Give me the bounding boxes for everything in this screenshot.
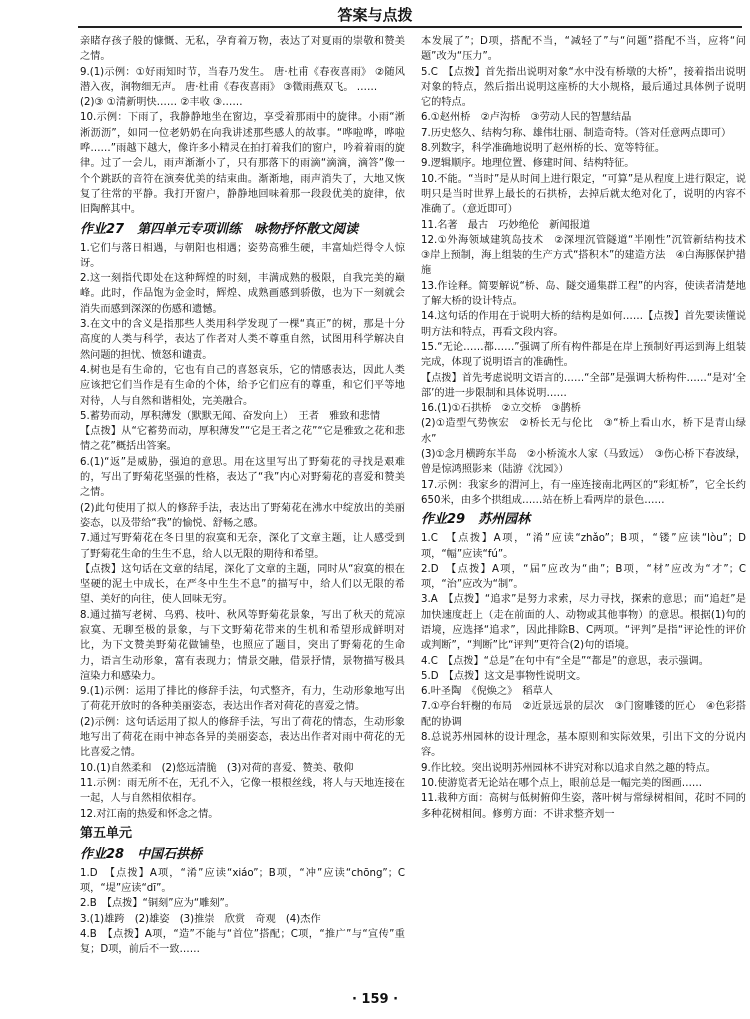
answer-paragraph: 9.作比较。突出说明苏州园林不讲究对称以追求自然之趣的特点。 bbox=[421, 762, 716, 774]
answer-paragraph: 8.列数字，科学准确地说明了赵州桥的长、宽等特征。 bbox=[421, 143, 666, 155]
answer-paragraph: 1.D 【点拨】A项，“淆”应读“xiáo”；B项，“冲”应读“chōng”；C项，“堤”应读“dī”。 bbox=[80, 867, 405, 895]
unit-heading: 第五单元 bbox=[80, 825, 133, 841]
answer-paragraph: 15.“无论……都……”强调了所有构件都是在岸上预制好再运到海上组装完成，体现了说明语言的准确性。 bbox=[421, 341, 746, 369]
answer-paragraph: 本发展了”；D项，搭配不当，“减轻了”与“问题”搭配不当，应将“问题”改为“压力”。 bbox=[421, 36, 746, 63]
answer-paragraph: 4.树也是有生命的，它也有自己的喜怒哀乐，它的情感表达，因此人类应该把它们当作是有生命的个体，给予它们应有的尊重，和它们平等地对待，人与自然和谐相处，完美融合。 bbox=[80, 364, 405, 407]
section-heading: 作业28 中国石拱桥 bbox=[80, 846, 203, 862]
answer-paragraph: 9.(1)示例：①好雨知时节，当春乃发生。 唐·杜甫《春夜喜雨》 ②随风潜入夜，润物细无声。 唐·杜甫《春夜喜雨》 ③微雨燕双飞。 …… bbox=[80, 66, 405, 93]
answer-paragraph: 8.通过描写老树、乌鸦、枝叶、秋风等野菊花景象，写出了秋天的荒凉寂寞、无聊至极的景象，与下文野菊花带来的生机和希望形成鲜明对比，为下文赞美野菊花做铺垫，也照应了题目，突出了野菊花的生命力，语言生动形象，富有表现力；情景交融，借景抒情，景物描写极具渲染力和感染力。 bbox=[80, 609, 405, 682]
answer-paragraph: 16.(1)①石拱桥 ②立交桥 ③鹊桥 bbox=[421, 403, 581, 415]
answer-paragraph: 3.A 【点拨】“追求”是努力求索，尽力寻找，探索的意思；而“追赶”是加快速度赶上（走在前面的人、动物或其他事物）的意思。根据(1)句的语境，应选择“追求”，因此排除B、C两项。“评判”是指“评论性的评价或判断”，“判断”比“评判”更符合(2)句的语境。 bbox=[421, 594, 746, 652]
answer-paragraph: (3)①念月横跨东半岛 ②小桥流水人家（马致远） ③伤心桥下春波绿，曾是惊鸿照影来（陆游《沈园》） bbox=[421, 449, 746, 476]
answer-paragraph: 10.使游览者无论站在哪个点上，眼前总是一幅完美的图画…… bbox=[421, 777, 703, 789]
answer-paragraph: 14.这句话的作用在于说明大桥的结构是如何……【点拨】首先要读懂说明方法和特点，再看文段内容。 bbox=[421, 311, 746, 338]
answer-paragraph: 2.D 【点拨】A项，“届”应改为“曲”；B项，“材”应改为“才”；C项，“治”应改为“制”。 bbox=[421, 563, 746, 591]
answer-paragraph: 【点拨】首先考虑说明文语言的……“全部”是强调大桥构件……“是对‘全部’的进一步限制和具体说明…… bbox=[421, 372, 746, 399]
answer-paragraph: 9.逻辑顺序。地理位置、修建时间、结构特征。 bbox=[421, 158, 635, 170]
answer-paragraph: 10.(1)自然柔和 (2)悠远清脆 (3)对荷的喜爱、赞美、敬仰 bbox=[80, 762, 354, 774]
answer-paragraph: 1.C 【点拨】A项，“淆”应读“zhǎo”；B项，“镂”应读“lòu”；D项，“幅”应读“fú”。 bbox=[421, 533, 746, 560]
answer-paragraph: (2)示例：这句话运用了拟人的修辞手法，写出了荷花的情态，生动形象地写出了荷花在雨中神态各异的美丽姿态，表达出作者对雨中荷花的无比喜爱之情。 bbox=[80, 716, 405, 759]
answer-paragraph: (2)①造型气势恢宏 ②桥长无与伦比 ③“桥上看山水，桥下是青山绿水” bbox=[421, 418, 746, 445]
answer-paragraph: 9.(1)示例：运用了排比的修辞手法，句式整齐，有力，生动形象地写出了荷花开放时的各种美丽姿态，表达出作者对荷花的喜爱之情。 bbox=[80, 686, 405, 713]
answer-paragraph: 2.B 【点拨】“铜刻”应为“雕刻”。 bbox=[80, 898, 235, 910]
answer-paragraph: 1.它们与落日相遇，与朝阳也相遇；姿势高雅生硬，丰富灿烂得令人惊讶。 bbox=[80, 242, 405, 269]
answer-paragraph: 7.①亭台轩榭的布局 ②近景远景的层次 ③门窗雕镂的匠心 ④色彩搭配的协调 bbox=[421, 701, 746, 728]
answer-paragraph: 11.栽种方面：高树与低树俯仰生姿，落叶树与常绿树相间，花时不同的多种花树相间。修剪方面：不讲求整齐划一 bbox=[421, 793, 746, 820]
answer-paragraph: 5.C 【点拨】首先指出说明对象“水中没有桥墩的大桥”，接着指出说明对象的特点，然后指出说明这座桥的大小规格，最后通过具体例子说明它的特点。 bbox=[421, 66, 746, 109]
answer-paragraph: 5.蓄势而动，厚积薄发（默默无闻、奋发向上） 王者 雅致和悲情 bbox=[80, 410, 381, 422]
answer-paragraph: 13.作诠释。简要解说“桥、岛、隧交通集群工程”的内容，使读者清楚地了解大桥的设计特点。 bbox=[421, 280, 746, 308]
answer-paragraph: 5.D 【点拨】这文是事物性说明文。 bbox=[421, 670, 587, 682]
answer-paragraph: 【点拨】这句话在文章的结尾，深化了文章的主题，同时从“寂寞的根在坚硬的泥土中成长，在严冬中生生不息”的描写中，给人们以无限的希望、美好的向往，使人回味无穷。 bbox=[80, 563, 405, 606]
page-header: 答案与点拨 bbox=[337, 6, 413, 24]
right-column bbox=[421, 34, 746, 969]
section-heading: 作业27 第四单元专项训练 咏物抒怀散文阅读 bbox=[80, 221, 359, 237]
answer-paragraph: 【点拨】从“它蓄势而动，厚积薄发”“它是王者之花”“它是雅致之花和悲情之花”概括出答案。 bbox=[80, 426, 405, 453]
answer-paragraph: 4.C 【点拨】“总是”在句中有“全是”“都是”的意思，表示强调。 bbox=[421, 655, 709, 667]
answer-paragraph: 12.①外海领域建筑岛技术 ②深埋沉管隧道“半刚性”沉管新结构技术 ③岸上预制，海上组装的生产方式“搭积木”的建造方法 ④白海豚保护措施 bbox=[421, 234, 746, 277]
answer-paragraph: 2.这一刻指代即处在这种辉煌的时刻，丰满成熟的极限，自我完美的巅峰。此时，作品饱为金金时，辉煌、成熟画感到骄傲，也为下一刻就会消失而感到深深的伤感和遗憾。 bbox=[80, 273, 405, 315]
answer-paragraph: (2)此句使用了拟人的修辞手法，表达出了野菊花在沸水中绽放出的美丽姿态，以及带给“我”的愉悦、舒畅之感。 bbox=[80, 502, 405, 529]
answer-paragraph: 6.(1)“返”是威胁，强迫的意思。用在这里写出了野菊花的寻找是艰难的，写出了野菊花坚强的性格，表达了“我”内心对野菊花的喜爱和赞美之情。 bbox=[80, 456, 405, 499]
answer-paragraph: 8.总说苏州园林的设计理念，基本原则和实际效果，引出下文的分说内容。 bbox=[421, 732, 746, 759]
answer-paragraph: 7.通过写野菊花在冬日里的寂寞和无奈，深化了文章主题，让人感受到了野菊花生命的生生不息，给人以无限的期待和希望。 bbox=[80, 533, 405, 560]
header-divider bbox=[78, 26, 742, 28]
page-number: · 159 · bbox=[351, 992, 399, 1007]
answer-paragraph: 3.在文中的含义是指那些人类用科学发现了一棵“真正”的树，那是十分高度的人类与科学，表达了作者对人类不尊重自然，试图用科学解决自然问题的担忧、愤怒和谴责。 bbox=[80, 319, 405, 361]
answer-paragraph: 11.示例：雨无所不在，无孔不入，它像一根根丝线，将人与天地连接在一起，人与自然相依相存。 bbox=[80, 777, 405, 805]
answer-paragraph: (2)③ ①清新明快…… ②丰收 ③…… bbox=[80, 97, 243, 109]
answer-paragraph: 6.①赵州桥 ②卢沟桥 ③劳动人民的智慧结晶 bbox=[421, 112, 632, 124]
answer-paragraph: 10.不能。“当时”是从时间上进行限定，“可算”是从程度上进行限定，说明只是当时世界上最长的石拱桥，去掉后就太绝对化了，说明的内容不准确了。（意近即可） bbox=[421, 173, 746, 216]
answer-paragraph: 12.对江南的热爱和怀念之情。 bbox=[80, 808, 219, 820]
answer-paragraph: 亲睹存孩子般的慷慨、无私，孕育着万物，表达了对夏雨的崇敬和赞美之情。 bbox=[80, 36, 405, 63]
answer-paragraph: 6.叶圣陶 《倪焕之》 稻草人 bbox=[421, 686, 553, 698]
answer-paragraph: 10.示例：下雨了，我静静地坐在窗边，享受着那雨中的旋律。小雨“淅淅沥沥”，如同一位老奶奶在向我讲述那些感人的故事。“哗啦哗，哗啦哗……”雨越下越大，像许多小精灵在拍打着我们的窗户，吟着着雨的旋律。过了一会儿，雨声渐渐小了，只有那落下的雨滴“滴滴，滴答”像一个个跳跃的音符在演奏优美的结束曲。渐渐地，雨声消失了，大地又恢复了往常的平静。我打开窗户，静静地回味着那一段段优美的旋律，依旧陶醉其中。 bbox=[80, 112, 405, 216]
answer-paragraph: 7.历史悠久、结构匀称、雄伟壮丽、制造奇特。（答对任意两点即可） bbox=[421, 127, 732, 139]
answer-paragraph: 4.B 【点拨】A项，“造”不能与“首位”搭配；C项，“推广”与“宣传”重复；D项，前后不一致…… bbox=[80, 929, 405, 956]
left-column bbox=[80, 34, 405, 969]
answer-paragraph: 11.名著 最古 巧妙绝伦 新闻报道 bbox=[421, 219, 591, 231]
answer-paragraph: 3.(1)雄跨 (2)雄姿 (3)推崇 欣赏 奇观 (4)杰作 bbox=[80, 913, 321, 925]
section-heading: 作业29 苏州园林 bbox=[421, 512, 531, 528]
answer-paragraph: 17.示例：我家乡的渭河上，有一座连接南北两区的“彩虹桥”，它全长约650米，由多个拱组成……站在桥上看两岸的景色…… bbox=[421, 479, 746, 506]
